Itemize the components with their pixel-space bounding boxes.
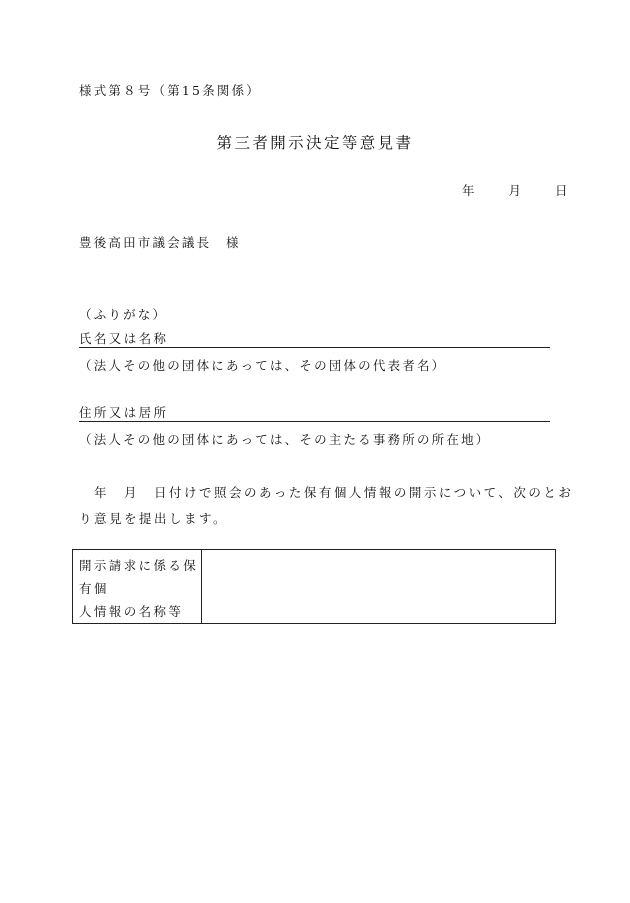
address-field[interactable]	[79, 403, 550, 422]
date-year-label: 年	[462, 183, 475, 198]
info-table	[72, 549, 556, 624]
date-day-label: 日	[554, 183, 568, 198]
page-title: 第三者開示決定等意見書	[216, 134, 414, 152]
address-field-label: 住所又は居所	[79, 405, 169, 420]
body-paragraph	[79, 480, 574, 532]
form-number: 様式第８号（第15条関係）	[79, 83, 262, 98]
date-line	[462, 181, 567, 199]
addressee: 豊後高田市議会議長 様	[79, 235, 241, 250]
info-table-value-cell[interactable]	[202, 550, 555, 623]
date-month-label: 月	[508, 183, 521, 198]
name-field-note: （法人その他の団体にあっては、その団体の代表者名）	[79, 358, 447, 373]
info-label-line-3: 人情報の名称等	[79, 604, 184, 619]
body-line-2: り意見を提出します。	[79, 511, 229, 526]
info-table-label	[73, 550, 202, 623]
furigana-label: （ふりがな）	[79, 307, 168, 322]
info-label-line-1: 開示請求に係る保	[79, 558, 199, 573]
info-label-line-2: 有個	[79, 581, 109, 596]
body-line-1: 年 月 日付けで照会のあった保有個人情報の開示について、次のとお	[79, 485, 574, 500]
name-field[interactable]	[79, 329, 550, 348]
address-field-note: （法人その他の団体にあっては、その主たる事務所の所在地）	[79, 432, 491, 447]
name-field-label: 氏名又は名称	[79, 331, 169, 346]
